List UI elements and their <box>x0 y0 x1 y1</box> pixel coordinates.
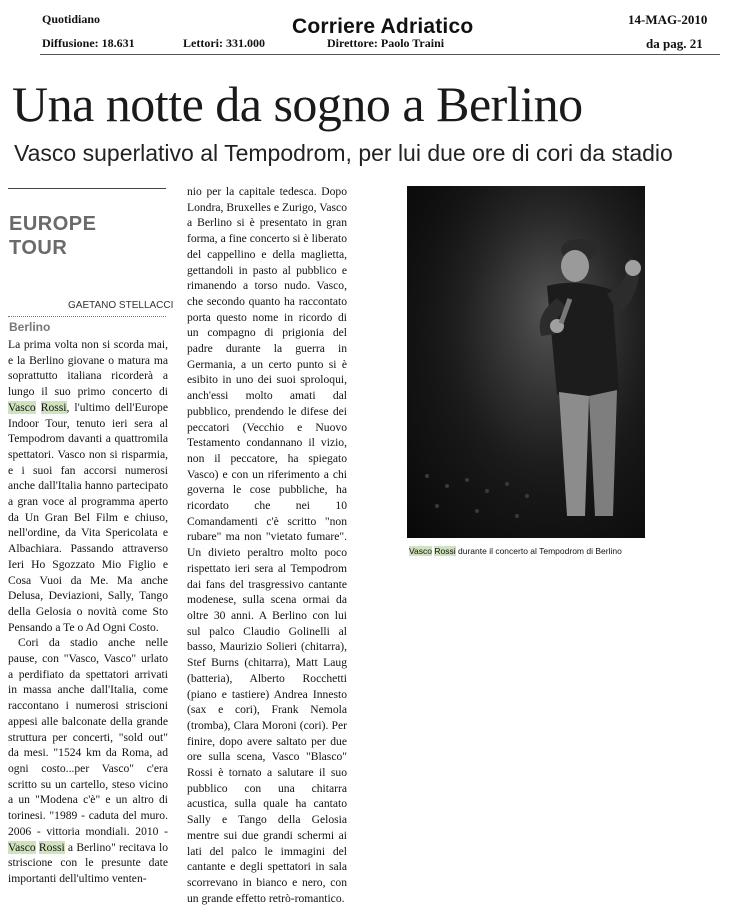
kicker-europe: EUROPE <box>9 213 97 235</box>
text-run: La prima volta non si scorda mai, e la Berlino giovane o matura ma soprattutto italiana ricorderà a lungo il suo primo concerto di <box>8 338 168 399</box>
paragraph <box>8 635 168 886</box>
article-column-1 <box>8 337 168 887</box>
director: Direttore: Paolo Traini <box>327 36 445 50</box>
singer-silhouette-icon <box>407 186 645 538</box>
text-run: Cori da stadio anche nelle pause, con "Vasco, Vasco" urlato a perdifiato da spettatori arrivati in massa anche dall'Italia, come raccontano i numerosi striscioni appesi alle balconate della grande struttura per concerti, "sold out" da mesi. "1524 km da Roma, ad ogni costo...per Vasco" c'era scritto su un cartello, steso vicino a un "Modena c'è" e un altro di torinesi. "1989 - caduta del muro. 2006 - vittoria mondiali. 2010 - <box>8 636 168 838</box>
concert-photo <box>407 186 645 538</box>
headline: Una notte da sogno a Berlino <box>12 76 583 132</box>
header-rule <box>40 54 720 55</box>
circulation: Diffusione: 18.631 <box>42 36 135 50</box>
dateline: Berlino <box>9 320 51 334</box>
paragraph <box>8 337 168 635</box>
masthead: Corriere Adriatico <box>292 15 474 38</box>
highlighted-name: Rossi <box>40 400 67 414</box>
issue-date: 14-MAG-2010 <box>628 12 708 27</box>
caption-text: durante il concerto al Tempodrom di Berlino <box>455 546 622 556</box>
highlighted-name: Vasco <box>8 840 36 854</box>
byline-rule <box>8 316 166 317</box>
byline: GAETANO STELLACCI <box>68 300 174 311</box>
kicker-rule <box>8 188 166 189</box>
page-reference: da pag. 21 <box>646 36 703 51</box>
highlighted-name: Rossi <box>434 546 456 556</box>
article-column-2 <box>187 184 347 906</box>
text-run: , l'ultimo dell'Europe Indoor Tour, tenuto ieri sera al Tempodrom davanti a quattromila spettatori. Vasco non si risparmia, e i suoi fan accorsi numerosi anche dall'Italia hanno partecipato a gran voce al programma aperto da Un Gran Bel Film e chiuso, nell'ordine, da Vita Spericolata e Albachiara. Passando attraverso Ieri Ho Sgozzato Mio Figlio e Cosa Vuoi da Me. Ma anche Delusa, Deviazioni, Sally, Tango della Gelosia o novità come Sto Pensando a Te o Ad Ogni Costo. <box>8 400 168 634</box>
subheadline: Vasco superlativo al Tempodrom, per lui due ore di cori da stadio <box>14 140 673 166</box>
photo-caption <box>409 546 622 556</box>
highlighted-name: Vasco <box>8 400 36 414</box>
paragraph: nio per la capitale tedesca. Dopo Londra, Bruxelles e Zurigo, Vasco a Berlino si è presentato in gran forma, a fine concerto si è liberato del cappellino e della maglietta, gettandoli in pasto al pubblico e rimanendo a torso nudo. Vasco, che secondo quanto ha raccontato porta questo nome in ricordo di un compagno di prigionia del padre durante la guerra in Germania, a un certo punto si è esibito in uno dei suoi sproloqui, anch'essi molto amati dal pubblico, prendendo le difese dei peccatori (Vecchio e Nuovo Testamento condannano il vizio, non il peccatore, ha spiegato Vasco) e con un riferimento a chi governa le cose pubbliche, ha ricordato che nei 10 Comandamenti c'è scritto "non rubare" ma non "vietato fumare". Un divieto peraltro molto poco rispettato ieri sera al Tempodrom dai fans del trasgressivo cantante modenese, sulla scena ormai da oltre 30 anni. A Berlino con lui sul palco Claudio Golinelli al basso, Maurizio Solieri (chitarra), Stef Burns (chitarra), Matt Laug (batteria), Alberto Rocchetti (piano e tastiere) Andrea Innesto (sax e cori), Frank Nemola (tromba), Clara Moroni (cori). Per finire, dopo avere saltato per due ore sulla scena, Vasco "Blasco" Rossi è tornato a salutare il suo pubblico con una chitarra acustica, sulla quale ha cantato Sally e Tango della Gelosia mentre sui due grandi schermi ai lati del palco le immagini del cantante e degli spettatori in sala scorrevano in bianco e nero, con un grande effetto retrò-romantico. <box>187 185 347 905</box>
readers: Lettori: 331.000 <box>183 36 265 50</box>
text-run: a Berlino" recitava lo striscione con le presunte date importanti dell'ultimo venten- <box>8 840 168 885</box>
highlighted-name: Vasco <box>409 546 432 556</box>
newspaper-type: Quotidiano <box>42 12 101 26</box>
highlighted-name: Rossi <box>38 840 65 854</box>
kicker-tour: TOUR <box>9 237 68 259</box>
